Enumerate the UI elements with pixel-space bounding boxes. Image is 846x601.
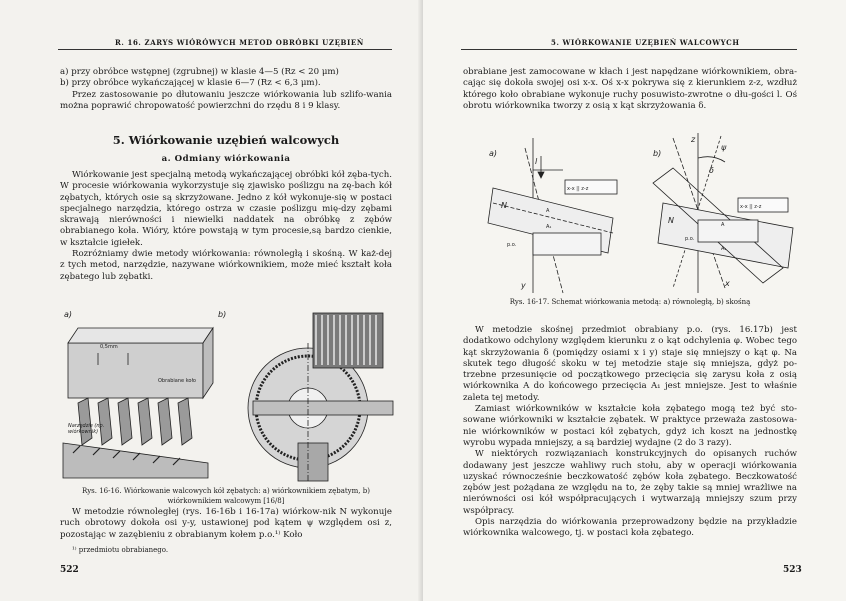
fig16-17b-delta: δ <box>709 166 714 175</box>
para-rack-tools: Zamiast wiórkowników w kształcie koła zębatego mogą też być sto-sowane wiórkowniki w kształcie zębatek. W praktyce przeważa zastosowa-nie wiórkowników w postaci kół zębatych, gdyż ich koszt na jednostkę wyrobu wypada mniejszy, a są bardziej wydajne (2 do 3 razy). <box>463 404 797 448</box>
fig16-16a-label: a) <box>64 310 73 319</box>
fig16-17a-A1: A₁ <box>546 224 552 230</box>
fig16-17a-label: a) <box>489 149 498 158</box>
fig16-17a-A: A <box>546 208 550 214</box>
right-page <box>423 0 846 601</box>
fig16-17b-z: z <box>691 135 696 144</box>
fig16-17b-N: N <box>668 216 674 225</box>
fig16-17b-label: b) <box>653 149 662 158</box>
left-running-head: R. 16. ZARYS WIÓRÓWYCH METOD OBRÓBKI UZĘBIEŃ <box>115 38 364 47</box>
fig16-16b-label: b) <box>218 310 227 319</box>
subsection-title: a. Odmiany wiórkowania <box>161 154 291 164</box>
fig16-17b-A: A <box>721 222 725 228</box>
fig16-17a-axis: x-x || z-z <box>567 186 589 192</box>
fig16-16a-drawing <box>63 328 213 478</box>
para-crowning: W niektórych rozwiązaniach konstrukcyjnych do opisanych ruchów dodawany jest jeszcze wahliwy ruch stołu, aby w operacji wiórkowania uzyskać równocześnie beczkowatość zębów koła zębatego. Beczkowatość zębów jest pożądana ze względu na to, że zęby takie są mniej wrażliwe na nierówności osi kół współpracujących i wytwarzają mniejszy szum przy współpracy. <box>463 449 797 516</box>
top-line-b: b) przy obróbce wykańczającej w klasie 6—7 (Rz < 6,3 μm). <box>60 78 321 89</box>
fig16-17b-x: x <box>725 279 730 288</box>
fig16-17b-A1: A₁ <box>721 246 727 252</box>
left-footnote: ¹⁾ przedmiotu obrabianego. <box>72 546 169 554</box>
fig16-16a-tool-label: Narzędzie (np. wiórkownik) <box>68 423 105 435</box>
left-head-rule <box>58 49 392 50</box>
fig16-17b-axis: x-x || z-z <box>740 204 762 210</box>
right-top-block <box>463 67 797 112</box>
fig16-17b-po: p.o. <box>685 236 695 242</box>
right-body <box>463 325 797 540</box>
top-line-c: Przez zastosowanie po dłutowaniu jeszcze wiórkowania lub szlifo-wania można poprawić chropowatość powierzchni do rzędu 8 i 9 klasy. <box>60 89 392 111</box>
fig16-16b-drawing <box>248 313 393 481</box>
para-tool-description: Opis narzędzia do wiórkowania przeprowadzony będzie na przykładzie wiórkownika walcowego, tj. w postaci koła zębatego. <box>463 517 797 539</box>
para-intro: Wiórkowanie jest specjalną metodą wykańczającej obróbki kół zęba-tych. W procesie wiórkowania wykorzystuje się zjawisko poślizgu na zę-bach kół zębatych, których osie są skrzyżowane. Jedno z kół wykonuje-się w postaci specjalnego narzędzia, którego ostrza w czasie poślizgu mię-dzy zębami skrawają nierówności i niewielki naddatek na obróbkę z zębów obrabianego koła. Wióry, które powstają w tym procesie,są bardzo cienkie, w kształcie igiełek. <box>60 170 392 248</box>
fig16-17b-drawing <box>653 133 793 293</box>
fig16-17a-l: l <box>535 157 538 166</box>
left-page-number: 522 <box>60 565 79 575</box>
right-running-head: 5. WIÓRKOWANIE UZĘBIEŃ WALCOWYCH <box>551 38 740 47</box>
fig16-17a-drawing <box>488 138 617 293</box>
left-para-1 <box>60 170 392 283</box>
right-head-rule <box>461 49 797 50</box>
left-para-3-block <box>60 507 392 541</box>
fig16-16-caption: Rys. 16-16. Wiórkowanie walcowych kół zębatych: a) wiórkownikiem zębatym, b) wiórkownikiem walcowym [16/8] <box>82 487 370 505</box>
para-methods: Rozróżniamy dwie metody wiórkowania: równoległą i skośną. W każ-dej z tych metod, narzędzie, nazywane wiórkownikiem, może mieć kształt koła zębatego lub zębatki. <box>60 249 392 282</box>
fig16-17b-psi: ψ <box>721 143 727 152</box>
figure-16-17 <box>463 128 799 296</box>
section-title: 5. Wiórkowanie uzębień walcowych <box>112 133 340 147</box>
right-page-number: 523 <box>783 565 802 575</box>
top-line-a: a) przy obróbce wstępnej (zgrubnej) w klasie 4—5 (Rz < 20 μm) <box>60 67 339 77</box>
fig16-16a-dim: 0,5mm <box>100 344 118 350</box>
figure-16-16 <box>58 303 394 483</box>
para-skew-method: W metodzie skośnej przedmiot obrabiany p.o. (rys. 16.17b) jest dodatkowo odchylony względem kierunku z o kąt odchylenia φ. Wobec tego kąt skrzyżowania δ (pomiędzy osiami x i y) staje się mniejszy o kąt φ. Na skutek tego długość skoku w tej metodzie staje się mniejsza, gdyż po-trzebne przesunięcie od początkowego przecięcia się zarysu koła z osią wiórkownika A do końcowego przecięcia A₁ jest mniejsze. Jest to właśnie zaleta tej metody. <box>463 325 797 403</box>
para-continuation: obrabiane jest zamocowane w kłach i jest napędzane wiórkownikiem, obra-cając się dokoła swojej osi x-x. Oś x-x pokrywa się z kierunkiem z-z, wzdłuż którego koło obrabiane wykonuje ruchy posuwisto-zwrotne o dłu-gości l. Oś obrotu wiórkownika tworzy z osią x kąt skrzyżowania δ. <box>463 67 797 111</box>
fig16-17a-y: y <box>521 281 526 290</box>
para-parallel-method: W metodzie równoległej (rys. 16-16b i 16-17a) wiórkow-nik N wykonuje ruch obrotowy dokoła osi y-y, ustawionej pod kątem ψ względem osi z, pozostając w zazębieniu z obrabianym kołem p.o.¹⁾ Koło <box>60 507 392 540</box>
left-top-block <box>60 67 392 112</box>
fig16-17a-po: p.o. <box>507 242 517 248</box>
fig16-16a-gear-label: Obrabiane koło <box>158 378 196 384</box>
fig16-17a-N: N <box>501 201 507 210</box>
fig16-17-caption: Rys. 16-17. Schemat wiórkowania metodą: a) równoległą, b) skośną <box>509 298 751 306</box>
